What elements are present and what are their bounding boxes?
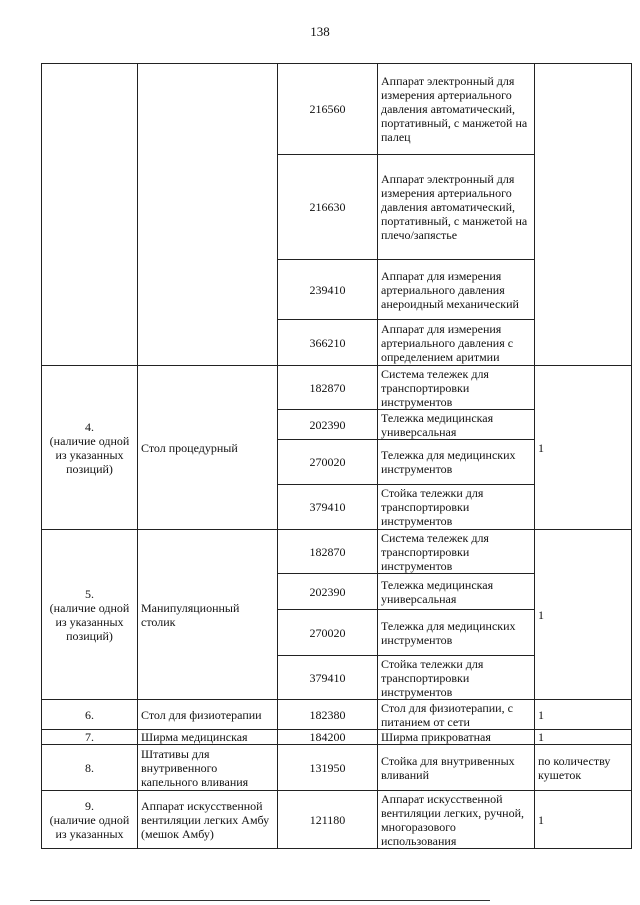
title-cell — [138, 64, 278, 366]
code-cell: 216560 — [278, 64, 378, 155]
code-cell: 379410 — [278, 656, 378, 700]
code-cell: 216630 — [278, 155, 378, 260]
num-cell: 9. (наличие одной из указанных — [42, 791, 138, 849]
page-number: 138 — [310, 24, 330, 39]
name-cell: Система тележек для транспортировки инструментов — [378, 366, 535, 410]
qty-cell: 1 — [535, 730, 632, 745]
code-cell: 202390 — [278, 574, 378, 610]
num-cell: 8. — [42, 745, 138, 791]
code-cell: 270020 — [278, 610, 378, 656]
qty-cell: 1 — [535, 700, 632, 730]
name-cell: Ширма прикроватная — [378, 730, 535, 745]
name-cell: Тележка медицинская универсальная — [378, 574, 535, 610]
name-cell: Аппарат электронный для измерения артериального давления автоматический, портативный, с манжетой на плечо/запястье — [378, 155, 535, 260]
title-cell: Манипуляционный столик — [138, 530, 278, 700]
table-row — [42, 791, 632, 849]
num-cell: 6. — [42, 700, 138, 730]
name-cell: Аппарат для измерения артериального давления анероидный механический — [378, 260, 535, 320]
title-cell: Аппарат искусственной вентиляции легких Амбу (мешок Амбу) — [138, 791, 278, 849]
qty-cell — [535, 64, 632, 366]
title-cell: Стол процедурный — [138, 366, 278, 530]
title-cell: Стол для физиотерапии — [138, 700, 278, 730]
qty-cell: 1 — [535, 791, 632, 849]
name-cell: Тележка медицинская универсальная — [378, 410, 535, 440]
title-cell: Штативы для внутривенного капельного вливания — [138, 745, 278, 791]
equipment-table — [41, 63, 632, 849]
table-row — [42, 64, 632, 155]
name-cell: Стойка тележки для транспортировки инструментов — [378, 656, 535, 700]
qty-cell: 1 — [535, 366, 632, 530]
name-cell: Аппарат электронный для измерения артериального давления автоматический, портативный, с манжетой на палец — [378, 64, 535, 155]
name-cell: Стол для физиотерапии, с питанием от сети — [378, 700, 535, 730]
name-cell: Аппарат искусственной вентиляции легких, ручной, многоразового использования — [378, 791, 535, 849]
table-row — [42, 730, 632, 745]
table-row — [42, 530, 632, 574]
name-cell: Стойка тележки для транспортировки инструментов — [378, 485, 535, 530]
code-cell: 182380 — [278, 700, 378, 730]
name-cell: Стойка для внутривенных вливаний — [378, 745, 535, 791]
code-cell: 131950 — [278, 745, 378, 791]
code-cell: 121180 — [278, 791, 378, 849]
code-cell: 270020 — [278, 440, 378, 485]
table-row — [42, 700, 632, 730]
name-cell: Тележка для медицинских инструментов — [378, 440, 535, 485]
num-cell: 4. (наличие одной из указанных позиций) — [42, 366, 138, 530]
code-cell: 366210 — [278, 320, 378, 366]
table-row — [42, 366, 632, 410]
num-cell: 5. (наличие одной из указанных позиций) — [42, 530, 138, 700]
name-cell: Аппарат для измерения артериального давления с определением аритмии — [378, 320, 535, 366]
page-bottom-rule — [30, 900, 490, 901]
name-cell: Тележка для медицинских инструментов — [378, 610, 535, 656]
name-cell: Система тележек для транспортировки инструментов — [378, 530, 535, 574]
qty-cell: 1 — [535, 530, 632, 700]
code-cell: 202390 — [278, 410, 378, 440]
title-cell: Ширма медицинская — [138, 730, 278, 745]
code-cell: 239410 — [278, 260, 378, 320]
num-cell: 7. — [42, 730, 138, 745]
code-cell: 379410 — [278, 485, 378, 530]
code-cell: 184200 — [278, 730, 378, 745]
num-cell — [42, 64, 138, 366]
qty-cell: по количеству кушеток — [535, 745, 632, 791]
code-cell: 182870 — [278, 530, 378, 574]
table-row — [42, 745, 632, 791]
code-cell: 182870 — [278, 366, 378, 410]
